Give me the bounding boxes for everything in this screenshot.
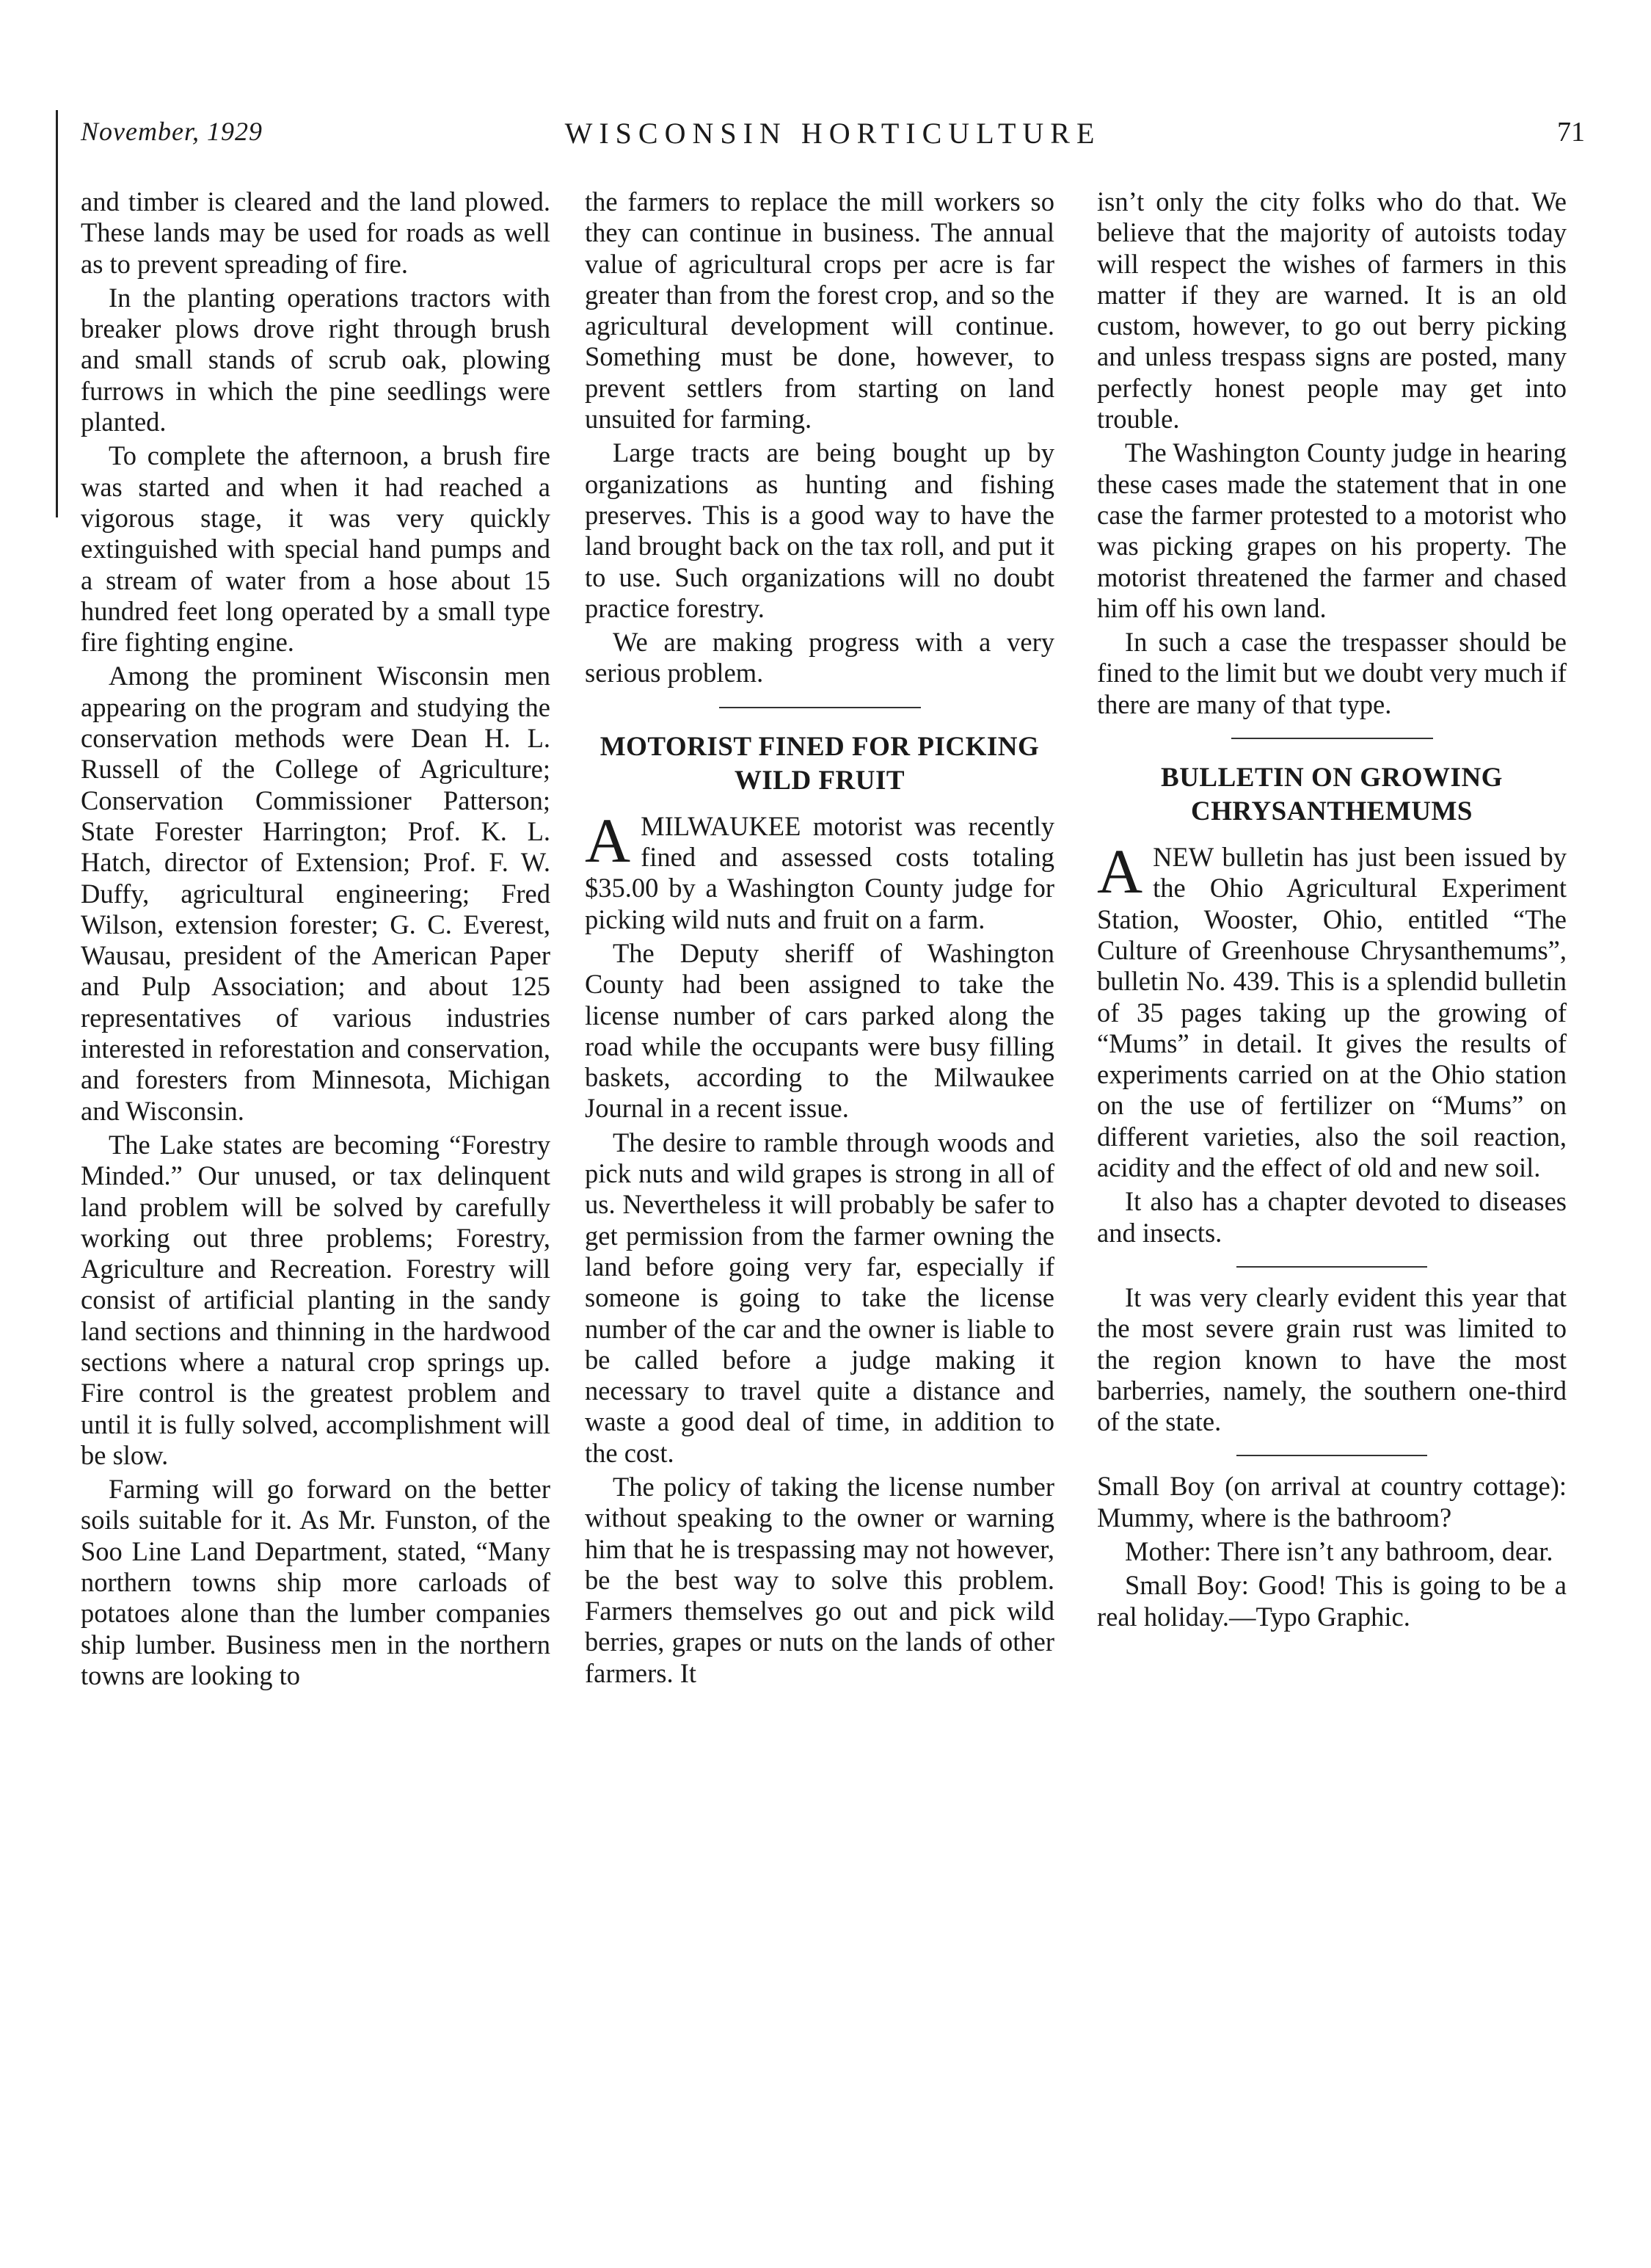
paragraph: To complete the afternoon, a brush fire was started and when it had reached a vigorous stage, it was very quickly extinguished with special hand pumps and a stream of water from a hose about 15 hundred feet long operated by a small type fire fighting engine. — [81, 440, 550, 658]
lead-text: MILWAUKEE motorist was recently fined and assessed costs totaling $35.00 by a Washington County judge for picking wild nuts and fruit on a farm. — [585, 810, 1054, 934]
joke-line: Small Boy: Good! This is going to be a real holiday.—Typo Graphic. — [1097, 1570, 1567, 1632]
article-heading-chrysanthemums: BULLETIN ON GROWING CHRYSANTHEMUMS — [1161, 763, 1503, 827]
paragraph: Among the prominent Wisconsin men appearing on the program and studying the conservation methods were Dean H. L. Russell of the College of Agriculture; Conservation Commissioner Patterson; State Forester Harrington; Prof. K. L. Hatch, director of Extension; Prof. F. W. Duffy, agricultural engineering; Fred Wilson, extension forester; G. C. Everest, Wausau, president of the American Paper and Pulp Association; and about 125 representatives of various industries interested in reforestation and conservation, and foresters from Minnesota, Michigan and Wisconsin. — [81, 661, 550, 1126]
lead-text: NEW bulletin has just been issued by the Ohio Agricultural Experiment Station, Wooster, Ohio, entitled “The Culture of Greenhouse Chrysanthemums”, bulletin No. 439. This is a splendid bulletin of 35 pages taking up the growing of “Mums” in detail. It gives the results of experiments carried on at the Ohio station on the use of fertilizer on “Mums” on different varieties, also the soil reaction, acidity and the effect of old and new soil. — [1097, 842, 1567, 1183]
column-3 — [1097, 186, 1567, 1632]
section-divider — [719, 707, 921, 708]
margin-rule — [56, 110, 58, 517]
paragraph: Farming will go forward on the better soils suitable for it. As Mr. Funston, of the Soo Line Land Department, stated, “Many northern towns ship more carloads of potatoes alone than the lumber companies ship lumber. Business men in the northern towns are looking to — [81, 1474, 550, 1690]
drop-cap: A — [585, 804, 631, 876]
paragraph: It was very clearly evident this year that the most severe grain rust was limited to the region known to have the most barberries, namely, the southern one-third of the state. — [1097, 1282, 1567, 1437]
paragraph: We are making progress with a very serious problem. — [585, 627, 1054, 688]
section-divider — [1236, 1266, 1427, 1268]
paragraph: In the planting operations tractors with breaker plows drove right through brush and small stands of scrub oak, plowing furrows in which the pine seedlings were planted. — [81, 282, 550, 437]
paragraph: It also has a chapter devoted to diseases and insects. — [1097, 1186, 1567, 1248]
article-heading-motorist: MOTORIST FINED FOR PICKING WILD FRUIT — [599, 731, 1040, 796]
section-divider — [1231, 738, 1433, 739]
joke-line: Mother: There isn’t any bathroom, dear. — [1125, 1535, 1553, 1566]
journal-title: WISCONSIN HORTICULTURE — [564, 117, 1101, 150]
paragraph: isn’t only the city folks who do that. We believe that the majority of autoists today will respect the wishes of farmers in this matter if they are warned. It is an old custom, however, to go out berry picking and unless trespass signs are posted, many perfectly honest people may get into trouble. — [1097, 186, 1567, 435]
section-divider — [1236, 1455, 1427, 1456]
paragraph: The policy of taking the license number without speaking to the owner or warning him that he is trespassing may not however, be the best way to solve this problem. Farmers themselves go out and pick wild berries, grapes or nuts on the lands of other farmers. It — [585, 1471, 1054, 1688]
paragraph: The desire to ramble through woods and pick nuts and wild grapes is strong in all of us. Nevertheless it will probably be safer to get permission from the farmer owning the land before going very far, especially if someone is going to take the license number of the car and the owner is liable to be called before a judge making it necessary to travel quite a distance and waste a good deal of time, in addition to the cost. — [585, 1127, 1054, 1468]
joke-line: Small Boy (on arrival at country cottage): Mummy, where is the bathroom? — [1097, 1471, 1567, 1533]
column-1 — [81, 186, 550, 1691]
article-lead-paragraph — [1097, 836, 1567, 1183]
paragraph: the farmers to replace the mill workers so they can continue in business. The annual value of agricultural crops per acre is far greater than from the forest crop, and so the agricultural development will continue. Something must be done, however, to prevent settlers from starting on land unsuited for farming. — [585, 186, 1054, 435]
paragraph: The Lake states are becoming “Forestry Minded.” Our unused, or tax delinquent land problem will be solved by carefully working out three problems; Forestry, Agriculture and Recreation. Forestry will consist of artificial planting in the sandy land sections and thinning in the hardwood sections where a natural crop springs up. Fire control is the greatest problem and until it is fully solved, accomplishment will be slow. — [81, 1129, 550, 1470]
paragraph: In such a case the trespasser should be fined to the limit but we doubt very much if there are many of that type. — [1097, 627, 1567, 719]
paragraph: Large tracts are being bought up by organizations as hunting and fishing preserves. This is a good way to have the land brought back on the tax roll, and put it to use. Such organizations will no doubt practice forestry. — [585, 437, 1054, 623]
paragraph: The Deputy sheriff of Washington County had been assigned to take the license number of cars parked along the road while the occupants were busy filling baskets, according to the Milwaukee Journal in a recent issue. — [585, 937, 1054, 1124]
page-number: 71 — [1557, 117, 1585, 148]
column-2 — [585, 186, 1054, 1689]
running-header — [81, 116, 1585, 160]
drop-cap: A — [1097, 836, 1143, 907]
issue-date: November, 1929 — [81, 117, 263, 146]
paragraph: and timber is cleared and the land plowed. These lands may be used for roads as well as to prevent spreading of fire. — [81, 186, 550, 279]
article-lead-paragraph — [585, 804, 1054, 935]
paragraph: The Washington County judge in hearing these cases made the statement that in one case the farmer protested to a motorist who was picking grapes on his property. The motorist threatened the farmer and chased him off his own land. — [1097, 437, 1567, 623]
